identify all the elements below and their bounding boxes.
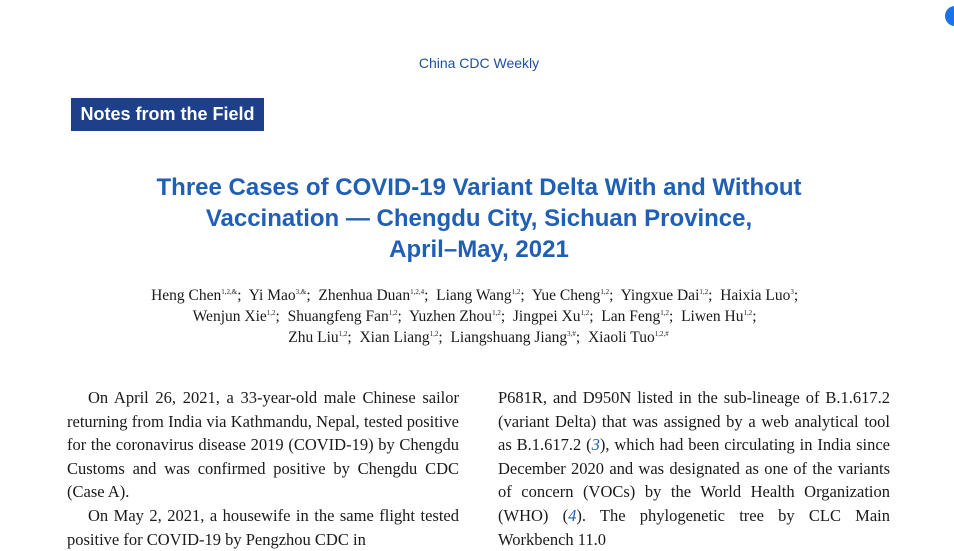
author-entry [436, 287, 520, 304]
author-affiliation: 3,& [295, 287, 307, 296]
paragraph-text: P681R, and D950N listed in the sub-lineage of B.1.617.2 (variant Delta) that was assigned by a web analytical tool as B.1.617.2 ( [498, 388, 890, 455]
author-affiliation: 1,2 [660, 308, 670, 317]
author-entry [359, 329, 438, 346]
author-entry [601, 308, 669, 325]
author-entry [409, 308, 501, 325]
title-line-1: Three Cases of COVID-19 Variant Delta With and Without [156, 174, 802, 201]
author-entry [532, 287, 609, 304]
author-name: Xiaoli Tuo [587, 329, 655, 346]
author-name: Haixia Luo [720, 287, 791, 304]
title-line-2: Vaccination — Chengdu City, Sichuan Province, [205, 205, 753, 232]
author-entry [621, 287, 709, 304]
author-affiliation: 1,2 [388, 308, 398, 317]
author-affiliation: 1,2 [580, 308, 590, 317]
author-name: Yuzhen Zhou [408, 308, 493, 325]
author-affiliation: 1,2 [511, 287, 521, 296]
author-entry [681, 308, 752, 325]
author-name: Yue Cheng [531, 287, 601, 304]
author-affiliation: 1,2,4 [410, 287, 425, 296]
author-name: Zhenhua Duan [318, 287, 411, 304]
author-entry [318, 287, 424, 304]
section-badge: Notes from the Field [71, 98, 264, 131]
author-name: Yi Mao [248, 287, 296, 304]
author-list: Heng Chen$^{1,2,\&}$; Yi Mao$^{3,\&}$; Zhenhua Duan$^{1,2,4}$; Liang Wang$^{1,2}$; Yue Cheng$^{1,2}$; Yingxue Dai$^{1,2}$; Haixia Luo$^3$; Wenjun Xie$^{1,2}$; Shuangfeng Fan$^{1,2}$; Yuzhen Zhou$^{1,2}$; Jingpei Xu$^{1,2}$; Lan Feng$^{1,2}$; Liwen Hu$^{1,2}$; Zhu Liu$^{1,2}$; Xian Liang$^{1,2}$; Liangshuang Jiang$^{3,\#}$; Xiaoli Tuo$^{1,2,\#}$ [151, 287, 806, 346]
title-line-3: April–May, 2021 [389, 236, 569, 263]
author-affiliation: 1,2 [699, 287, 709, 296]
author-entry [288, 308, 398, 325]
reference-link[interactable]: 4 [568, 505, 577, 525]
author-name: Yingxue Dai [620, 287, 700, 304]
author-affiliation: 1,2,& [221, 287, 238, 296]
paragraph-text: ). The phylogenetic tree by CLC Main Workbench 11.0 [498, 505, 890, 549]
author-affiliation: 1,2 [492, 308, 501, 317]
author-entry [288, 329, 347, 346]
author-name: Liwen Hu [681, 308, 744, 325]
author-name: Jingpei Xu [512, 308, 581, 325]
paragraph-text: ), which had been circulating in India since December 2020 and was designated as one of the variants of concern (VOCs) by the World Health Organization (WHO) ( [498, 435, 891, 525]
paragraph: On April 26, 2021, a 33-year-old male Chinese sailor returning from India via Kathmandu, Nepal, tested positive for the coronavirus disease 2019 (COVID-19) by Chengdu Customs and was confirmed positive by Chengdu CDC (Case A). [67, 388, 459, 502]
author-affiliation: 1,2 [743, 308, 753, 317]
body-column-right [498, 386, 890, 551]
author-name: Xian Liang [359, 329, 430, 346]
journal-name: China CDC Weekly [418, 55, 540, 71]
article-title [60, 172, 898, 265]
author-affiliation: 1,2 [429, 329, 439, 338]
author-name: Lan Feng [601, 308, 661, 325]
author-affiliation: 3 [790, 287, 794, 296]
author-name: Liang Wang [436, 287, 512, 304]
paragraph: On May 2, 2021, a housewife in the same flight tested positive for COVID-19 by Pengzhou CDC in [67, 505, 459, 549]
author-affiliation: 1,2,# [654, 329, 669, 338]
author-entry [588, 329, 669, 346]
author-name: Heng Chen [151, 287, 222, 304]
reference-link[interactable]: 3 [591, 435, 600, 455]
author-entry [513, 308, 589, 325]
corner-indicator-dot [945, 6, 954, 26]
author-entry [720, 287, 794, 304]
author-name: Zhu Liu [288, 329, 339, 346]
author-entry [151, 287, 237, 304]
author-entry [450, 329, 575, 346]
author-name: Shuangfeng Fan [287, 308, 389, 325]
author-name: Wenjun Xie [192, 308, 267, 325]
author-entry [193, 308, 276, 325]
author-affiliation: 1,2 [266, 308, 276, 317]
author-affiliation: 1,2 [600, 287, 610, 296]
author-affiliation: 3,# [567, 329, 576, 338]
author-entry [249, 287, 307, 304]
author-name: Liangshuang Jiang [450, 329, 568, 346]
author-affiliation: 1,2 [338, 329, 348, 338]
body-column-left [67, 386, 459, 551]
paragraph [498, 386, 890, 551]
